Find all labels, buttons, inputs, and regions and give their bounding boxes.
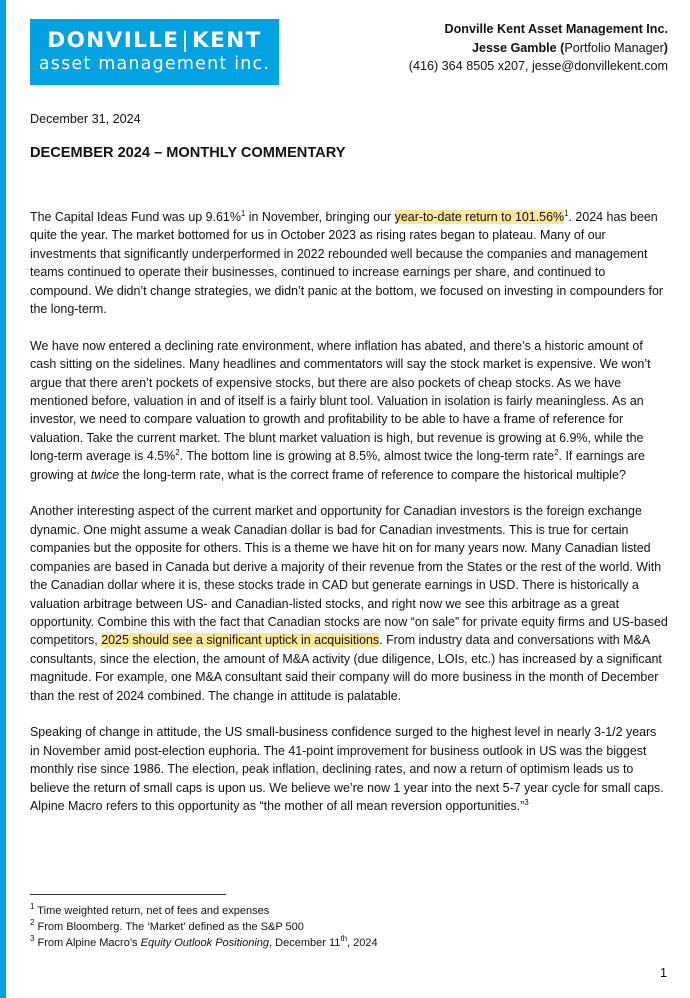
paragraph-1: The Capital Ideas Fund was up 9.61%$^1$ in November, bringing our year-to-date return to 101.56%$^1$. 2024 has been quite the year. The market bottomed for us in October 2023 as rising rates began to plateau. Many of our investments that significantly underperformed in 2022 rebounded well because the companies and management teams continued to operate their businesses, continued to increase earnings per share, and continued to compound. We didn’t change strategies, we didn’t panic at the bottom, we focused on investing in compounders for the long-term.: [30, 209, 664, 317]
contact-details: (416) 364 8505 x207, jesse@donvillekent.com: [408, 59, 668, 73]
page-number: 1: [659, 966, 667, 980]
emphasis-text: twice: [90, 467, 120, 482]
footnote-ref: 2: [554, 448, 559, 458]
footnote-2: $^2$ From Bloomberg. The ‘Market’ defined as the S&P 500: [30, 918, 304, 933]
footnote-ref: 1: [240, 209, 246, 218]
contact-block: [409, 20, 668, 76]
document-date: December 31, 2024: [30, 112, 141, 126]
company-name: Donville Kent Asset Management Inc.: [444, 22, 668, 36]
highlighted-text: year-to-date return to 101.56%: [394, 210, 565, 224]
paragraph-2: We have now entered a declining rate environment, where inflation has abated, and there’s a historic amount of cash sitting on the sidelines. Many headlines and commentators will say the stock market is expensive. We won’t argue that there aren’t pockets of expensive stocks, but there are also pockets of cheap stocks. As we have mentioned before, valuation in and of itself is a fairly blunt tool. Valuation in isolation is fairly meaningless. As an investor, we need to compare valuation to growth and profitability to be able to have a frame of reference for valuation. Take the current market. The blunt market valuation is high, but revenue is growing at 6.9%, while the long-term average is 4.5%$^2$. The bottom line is growing at 8.5%, almost twice the long-term rate$^2$. If earnings are growing at twice the long-term rate, what is the correct frame of reference to compare the historical multiple?: [30, 338, 651, 482]
company-logo: [30, 19, 279, 85]
logo-separator: |: [181, 28, 191, 53]
document-title: DECEMBER 2024 – MONTHLY COMMENTARY: [30, 145, 346, 161]
author-role: Portfolio Manager: [564, 40, 664, 55]
footnote-divider: [30, 894, 226, 895]
footnote-ref: 2: [175, 448, 180, 458]
highlighted-text: 2025 should see a significant uptick in acquisitions: [101, 633, 380, 648]
author-name: Jesse Gamble: [471, 40, 557, 55]
logo-wordmark: DONVILLE|KENT: [47, 28, 262, 53]
footnote-1: $^1$ Time weighted return, net of fees and expenses: [30, 902, 270, 917]
commentary-body: [30, 208, 668, 834]
footnote-ref: 1: [564, 209, 569, 218]
paragraph-3: Another interesting aspect of the current market and opportunity for Canadian investors is the foreign exchange dynamic. One might assume a weak Canadian dollar is bad for Canadian investments. This is true for certain companies but the opposite for others. This is a theme we have hit on for many years now. Many Canadian listed companies are based in Canada but derive a majority of their revenue from the States or the rest of the world. With the Canadian dollar where it is, these stocks trade in CAD but generate earnings in USD. There is historically a valuation arbitrage between US- and Canadian-listed stocks, and right now we see this arbitrage as a great opportunity. Combine this with the fact that Canadian stocks are now “on sale” for private equity firms and US-based competitors, 2025 should see a significant uptick in acquisitions. From industry data and conversations with M&A consultants, since the election, the amount of M&A activity (due diligence, LOIs, etc.) has increased by a significant magnitude. For example, one M&A consultant said their company will do more business in the month of December than the rest of 2024 combined. The change in attitude is palatable.: [30, 504, 668, 703]
author-line: Jesse Gamble (Portfolio Manager): [471, 40, 668, 55]
logo-tagline: asset management inc.: [38, 54, 271, 74]
paragraph-4: Speaking of change in attitude, the US small-business confidence surged to the highest level in nearly 3-1/2 years in November amid post-election euphoria. The 41-point improvement for business outlook in US was the biggest monthly rise since 1986. The election, peak inflation, declining rates, and now a return of optimism leads us to believe the return of small caps is upon us. We believe we’re now 1 year into the next 5-7 year cycle for small caps. Alpine Macro refers to this opportunity as “the mother of all mean reversion opportunities.”$^3$: [30, 725, 664, 813]
footnote-ref: 3: [524, 797, 529, 807]
footnote-3: $^3$ From Alpine Macro’s Equity Outlook Positioning, December 11th, 2024: [30, 934, 378, 949]
footnotes: [30, 903, 378, 951]
accent-bar: [0, 0, 6, 998]
